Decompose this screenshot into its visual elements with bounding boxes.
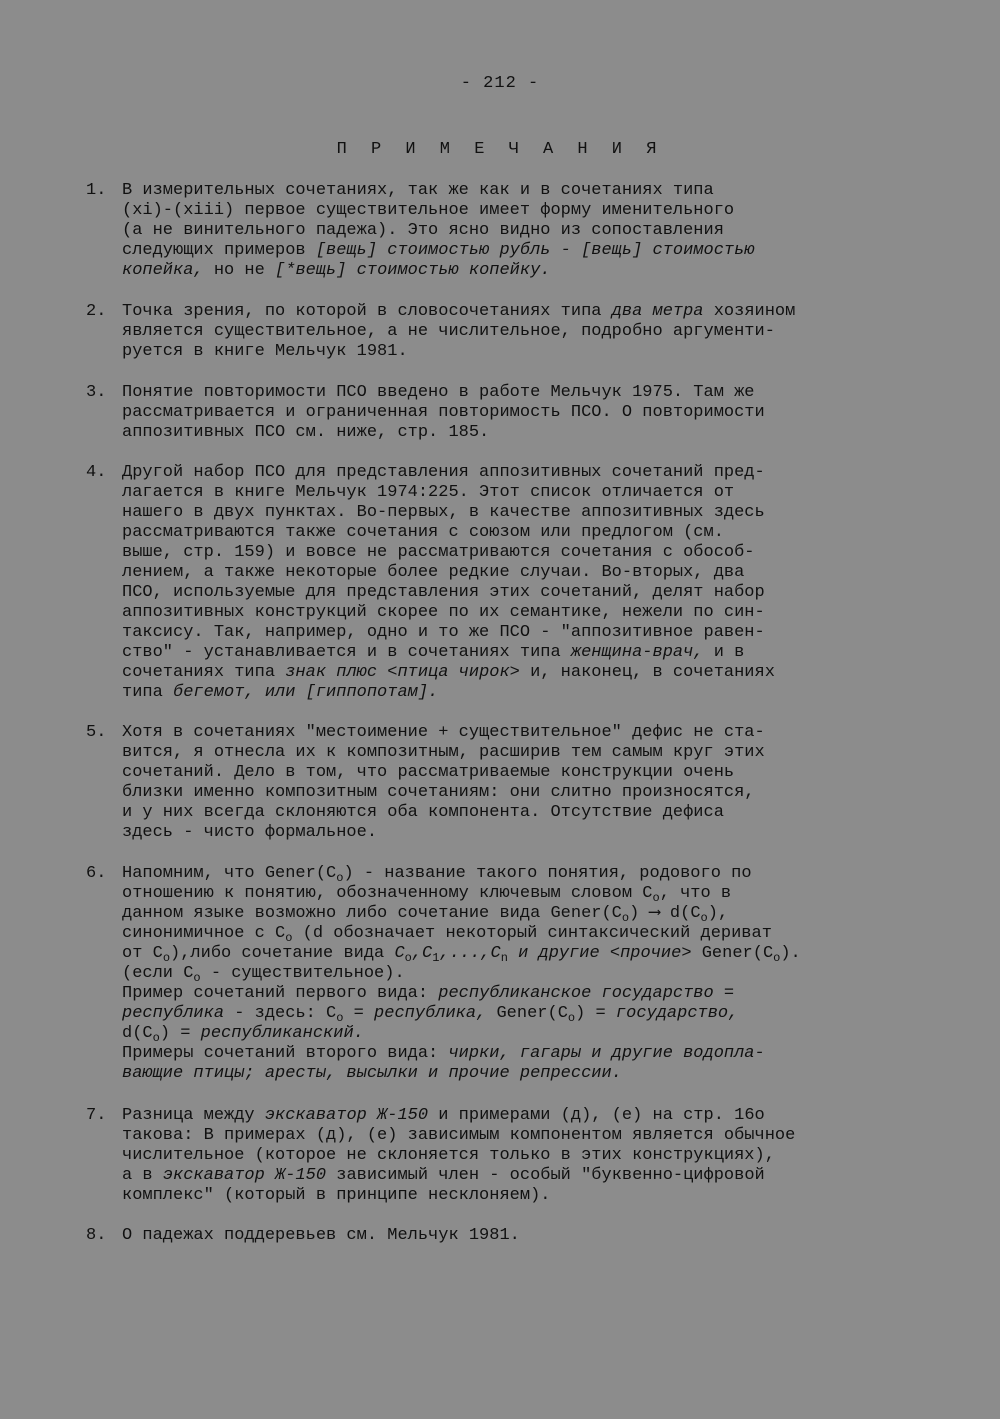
text-run: ): [159, 1024, 181, 1043]
text-run: лением, а также некоторые более редкие случаи. Во-вторых, два: [122, 563, 745, 582]
text-line: [122, 342, 952, 362]
note-number: 2.: [86, 302, 107, 321]
text-run: комплекс" (который в принципе несклоняем).: [122, 1186, 551, 1205]
text-line: [122, 1226, 952, 1246]
italic-example: = государство,: [595, 1004, 739, 1023]
italic-example: = республиканский.: [180, 1024, 364, 1043]
text-line: [122, 563, 952, 583]
text-run: ): [575, 1004, 596, 1023]
subscript: o: [193, 971, 201, 985]
text-line: [122, 783, 952, 803]
text-line: [122, 261, 952, 281]
text-run: близки именно композитным сочетаниям: они слитно произносятся,: [122, 783, 755, 802]
note-number: 3.: [86, 383, 107, 402]
note-number: 4.: [86, 463, 107, 482]
note-text: [122, 463, 952, 703]
subscript: o: [773, 951, 781, 965]
text-run: - существительное).: [200, 964, 405, 983]
note-text: [122, 723, 952, 843]
text-line: [122, 683, 952, 703]
section-heading: П Р И М Е Ч А Н И Я: [336, 140, 664, 159]
text-run: Напомним, что Gener(C: [122, 864, 337, 883]
page-number: - 212 -: [460, 74, 540, 93]
italic-example: республиканское государство =: [438, 984, 735, 1003]
text-line: [122, 1004, 952, 1024]
text-run: и у них всегда склоняются оба компонента. Отсутствие дефиса: [122, 803, 724, 822]
subscript: o: [285, 931, 293, 945]
text-run: Разница между: [122, 1106, 265, 1125]
note-text: [122, 383, 952, 443]
text-line: [122, 984, 952, 1004]
text-line: [122, 944, 952, 964]
text-run: ПСО, используемые для представления этих сочетаний, делят набор: [122, 583, 765, 602]
text-line: [122, 763, 952, 783]
text-run: числительное (которое не склоняется только в этих конструкциях),: [122, 1146, 775, 1165]
subscript: o: [700, 911, 708, 925]
text-run: Другой набор ПСО для представления аппозитивных сочетаний пред-: [122, 463, 765, 482]
text-line: [122, 181, 952, 201]
subscript: o: [567, 1011, 576, 1025]
text-line: [122, 302, 952, 322]
italic-example: = республика,: [343, 1004, 487, 1023]
text-line: [122, 1024, 952, 1044]
text-line: [122, 241, 952, 261]
text-run: руется в книге Мельчук 1981.: [122, 342, 408, 361]
text-run: О падежах поддеревьев см. Мельчук 1981.: [122, 1226, 520, 1245]
text-run: ство" - устанавливается и в сочетаниях типа: [122, 643, 571, 662]
note-text: [122, 864, 952, 1084]
text-run: следующих примеров: [122, 241, 316, 260]
italic-example: республика: [122, 1004, 225, 1023]
text-run: Пример сочетаний первого вида:: [122, 984, 439, 1003]
italic-example: знак плюс <птица чирок>: [285, 663, 520, 682]
text-line: [122, 583, 952, 603]
text-run: сочетаний. Дело в том, что рассматриваемые конструкции очень: [122, 763, 735, 782]
italic-example: экскаватор Ж-150: [264, 1106, 429, 1125]
text-line: [122, 924, 952, 944]
text-run: d(C: [122, 1024, 153, 1043]
subscript: 1: [432, 951, 440, 965]
text-run: синонимичное с C: [122, 924, 286, 943]
text-run: данном языке возможно либо сочетание вида Gener(C: [122, 904, 622, 923]
text-run: Gener(C: [486, 1004, 568, 1023]
text-run: и, наконец, в сочетаниях: [519, 663, 775, 682]
text-run: Понятие повторимости ПСО введено в работе Мельчук 1975. Там же: [122, 383, 755, 402]
text-run: ) - название такого понятия, родового по: [343, 864, 752, 883]
text-run: Хотя в сочетаниях "местоимение + существительное" дефис не ста-: [122, 723, 765, 742]
text-run: хозяином: [703, 302, 796, 321]
text-run: (xi)-(xiii) первое существительное имеет форму именительного: [122, 201, 735, 220]
text-line: [122, 403, 952, 423]
subscript: n: [500, 951, 508, 965]
italic-example: два метра: [611, 302, 704, 321]
text-run: таксису. Так, например, одно и то же ПСО - "аппозитивное равен-: [122, 623, 765, 642]
text-line: [122, 483, 952, 503]
text-run: , что в: [659, 884, 732, 903]
text-line: [122, 1106, 952, 1126]
text-run: является существительное, а не числительное, подробно аргументи-: [122, 322, 775, 341]
text-line: [122, 964, 952, 984]
subscript: o: [152, 1031, 160, 1045]
text-line: [122, 503, 952, 523]
text-run: типа: [122, 683, 174, 702]
note-text: [122, 1226, 952, 1246]
text-run: ),либо сочетание вида: [170, 944, 395, 963]
text-line: [122, 1064, 952, 1084]
text-line: [122, 1126, 952, 1146]
text-line: [122, 663, 952, 683]
text-line: [122, 623, 952, 643]
text-run: выше, стр. 159) и вовсе не рассматриваются сочетания с обособ-: [122, 543, 755, 562]
text-line: [122, 1186, 952, 1206]
italic-example: C: [394, 944, 405, 963]
note-text: [122, 181, 952, 281]
text-run: отношению к понятию, обозначенному ключевым словом C: [122, 884, 653, 903]
text-run: (если C: [122, 964, 194, 983]
note-text: [122, 302, 952, 362]
text-line: [122, 201, 952, 221]
text-line: [122, 864, 952, 884]
text-line: [122, 803, 952, 823]
text-run: ).: [780, 944, 801, 963]
italic-example: ,...,C: [439, 944, 501, 963]
text-run: В измерительных сочетаниях, так же как и в сочетаниях типа: [122, 181, 714, 200]
text-run: аппозитивных ПСО см. ниже, стр. 185.: [122, 423, 490, 442]
text-run: такова: В примерах (д), (е) зависимым компонентом является обычное: [122, 1126, 796, 1145]
text-run: лагается в книге Мельчук 1974:225. Этот список отличается от: [122, 483, 735, 502]
text-run: и примерами (д), (е) на стр. 16о: [428, 1106, 765, 1125]
text-run: здесь - чисто формальное.: [122, 823, 378, 842]
text-run: а в: [122, 1166, 163, 1185]
italic-example: экскаватор Ж-150: [162, 1166, 327, 1185]
text-line: [122, 643, 952, 663]
text-run: рассматриваются также сочетания с союзом или предлогом (см.: [122, 523, 724, 542]
subscript: o: [652, 891, 660, 905]
subscript: o: [336, 1011, 344, 1025]
text-line: [122, 221, 952, 241]
text-run: ) ⟶ d(C: [629, 904, 701, 923]
note-number: 7.: [86, 1106, 107, 1125]
text-run: (а не винительного падежа). Это ясно видно из сопоставления: [122, 221, 724, 240]
italic-example: копейка,: [122, 261, 204, 280]
text-run: вится, я отнесла их к композитным, расширив тем самым круг этих: [122, 743, 765, 762]
note-number: 1.: [86, 181, 107, 200]
text-run: сочетаниях типа: [122, 663, 286, 682]
text-line: [122, 543, 952, 563]
text-run: аппозитивных конструкций скорее по их семантике, нежели по син-: [122, 603, 765, 622]
subscript: o: [621, 911, 630, 925]
text-line: [122, 463, 952, 483]
text-run: Gener(C: [691, 944, 774, 963]
italic-example: [вещь] стоимостью рубль - [вещь] стоимостью: [315, 241, 755, 260]
italic-example: чирки, гагары и другие водопла-: [448, 1044, 765, 1063]
text-run: Точка зрения, по которой в словосочетаниях типа: [122, 302, 612, 321]
text-run: - здесь: C: [224, 1004, 337, 1023]
text-line: [122, 603, 952, 623]
text-run: зависимый член - особый "буквенно-цифровой: [326, 1166, 765, 1185]
note-number: 8.: [86, 1226, 107, 1245]
italic-example: [*вещь] стоимостью копейку.: [275, 261, 551, 280]
text-run: от C: [122, 944, 163, 963]
text-line: [122, 383, 952, 403]
text-line: [122, 523, 952, 543]
subscript: o: [404, 951, 412, 965]
subscript: o: [336, 871, 344, 885]
text-line: [122, 1166, 952, 1186]
text-line: [122, 743, 952, 763]
text-line: [122, 1044, 952, 1064]
text-run: (d обозначает некоторый синтаксический дериват: [292, 924, 772, 943]
subscript: o: [162, 951, 171, 965]
italic-example: и другие <прочие>: [507, 944, 692, 963]
italic-example: бегемот, или [гиппопотам].: [173, 683, 439, 702]
text-line: [122, 322, 952, 342]
text-line: [122, 904, 952, 924]
text-run: Примеры сочетаний второго вида:: [122, 1044, 449, 1063]
text-line: [122, 1146, 952, 1166]
text-run: ),: [707, 904, 729, 923]
italic-example: женщина-врач,: [570, 643, 704, 662]
text-run: рассматривается и ограниченная повторимость ПСО. О повторимости: [122, 403, 765, 422]
note-text: [122, 1106, 952, 1206]
text-run: но не: [203, 261, 276, 280]
text-run: нашего в двух пунктах. Во-первых, в качестве аппозитивных здесь: [122, 503, 765, 522]
italic-example: вающие птицы; аресты, высылки и прочие репрессии.: [122, 1064, 622, 1083]
text-line: [122, 884, 952, 904]
text-line: [122, 823, 952, 843]
text-line: [122, 423, 952, 443]
text-run: и в: [703, 643, 745, 662]
note-number: 5.: [86, 723, 107, 742]
italic-example: ,C: [411, 944, 433, 963]
note-number: 6.: [86, 864, 107, 883]
text-line: [122, 723, 952, 743]
